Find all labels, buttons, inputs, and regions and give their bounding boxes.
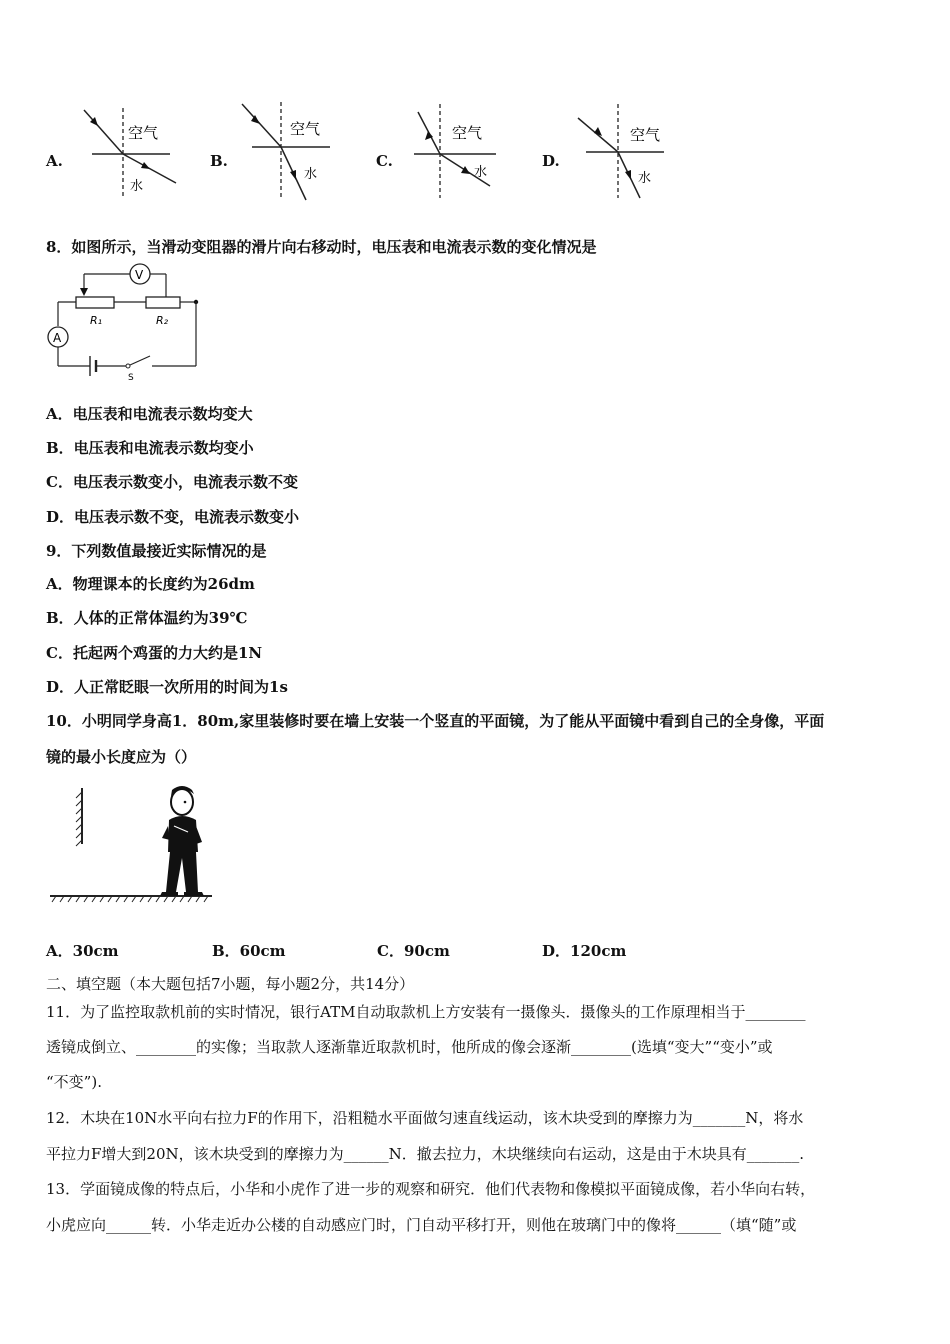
q7-option-c-label: C. — [376, 152, 393, 170]
q11-line1: 11．为了监控取款机前的实时情况，银行ATM自动取款机上方安装有一摄像头．摄像头的工作原理相当于________ — [46, 1003, 806, 1021]
q10-option-b: B．60cm — [212, 942, 286, 960]
slider-arrow-icon — [80, 288, 88, 296]
air-label: 空气 — [452, 124, 483, 142]
air-label: 空气 — [128, 124, 159, 142]
q8-circuit-diagram — [44, 262, 204, 382]
q9-option-a: A．物理课本的长度约为26dm — [46, 575, 255, 593]
q7-option-a-diagram — [80, 100, 190, 200]
q10-option-c: C．90cm — [377, 942, 450, 960]
q9-option-b: B．人体的正常体温约为39℃ — [46, 609, 248, 627]
q11-line3: “不变”). — [46, 1073, 102, 1091]
mirror-icon — [76, 788, 82, 846]
r1-resistor — [76, 297, 114, 308]
q8-option-c: C．电压表示数变小，电流表示数不变 — [46, 473, 298, 491]
switch-icon — [130, 356, 150, 365]
q10-mirror-figure — [46, 782, 216, 912]
q10-stem-line2: 镜的最小长度应为（） — [46, 748, 197, 766]
q7-option-c-diagram — [410, 100, 520, 200]
switch-label: S — [128, 373, 134, 383]
q7-option-d-label: D. — [542, 152, 560, 170]
water-label: 水 — [474, 165, 488, 180]
water-label: 水 — [638, 171, 652, 186]
q12-line1: 12．木块在10N水平向右拉力F的作用下，沿粗糙水平面做匀速直线运动，该木块受到的摩擦力为_______N，将水 — [46, 1109, 804, 1127]
ammeter-label: A — [53, 331, 62, 345]
q10-stem-line1: 10．小明同学身高1．80m,家里装修时要在墙上安装一个竖直的平面镜，为了能从平面镜中看到自己的全身像，平面 — [46, 712, 825, 730]
voltmeter-label: V — [135, 268, 144, 282]
q11-line2: 透镜成倒立、________的实像；当取款人逐渐靠近取款机时，他所成的像会逐渐________(选填“变大”“变小”或 — [46, 1038, 773, 1056]
q13-line2: 小虎应向______转．小华走近办公楼的自动感应门时，门自动平移打开，则他在玻璃门中的像将______（填“随”或 — [46, 1216, 797, 1234]
q10-option-a: A．30cm — [46, 942, 119, 960]
r2-resistor — [146, 297, 180, 308]
q7-option-b-diagram — [238, 100, 348, 200]
q10-option-d: D．120cm — [542, 942, 627, 960]
q13-line1: 13．学面镜成像的特点后，小华和小虎作了进一步的观察和研究．他们代表物和像模拟平面镜成像，若小华向右转， — [46, 1180, 816, 1198]
section2-heading: 二、填空题（本大题包括7小题，每小题2分，共14分） — [46, 975, 415, 993]
q8-option-a: A．电压表和电流表示数均变大 — [46, 405, 253, 423]
q9-stem: 9．下列数值最接近实际情况的是 — [46, 542, 267, 560]
r1-label: R₁ — [90, 314, 103, 327]
q7-option-d-diagram — [574, 100, 684, 200]
air-label: 空气 — [290, 120, 321, 138]
q9-option-d: D．人正常眨眼一次所用的时间为1s — [46, 678, 288, 696]
q7-option-b-label: B. — [210, 152, 228, 170]
q8-option-d: D．电压表示数不变，电流表示数变小 — [46, 508, 300, 526]
q7-option-a-label: A. — [46, 152, 63, 170]
air-label: 空气 — [630, 126, 661, 144]
q8-option-b: B．电压表和电流表示数均变小 — [46, 439, 254, 457]
q12-line2: 平拉力F增大到20N，该木块受到的摩擦力为______N．撤去拉力，木块继续向右运动，这是由于木块具有_______. — [46, 1145, 805, 1163]
r2-label: R₂ — [156, 314, 169, 327]
ground-icon — [50, 896, 212, 902]
person-icon — [160, 786, 204, 896]
water-label: 水 — [130, 179, 144, 194]
q9-option-c: C．托起两个鸡蛋的力大约是1N — [46, 644, 263, 662]
q8-stem: 8．如图所示，当滑动变阻器的滑片向右移动时，电压表和电流表示数的变化情况是 — [46, 238, 597, 256]
water-label: 水 — [304, 167, 318, 182]
